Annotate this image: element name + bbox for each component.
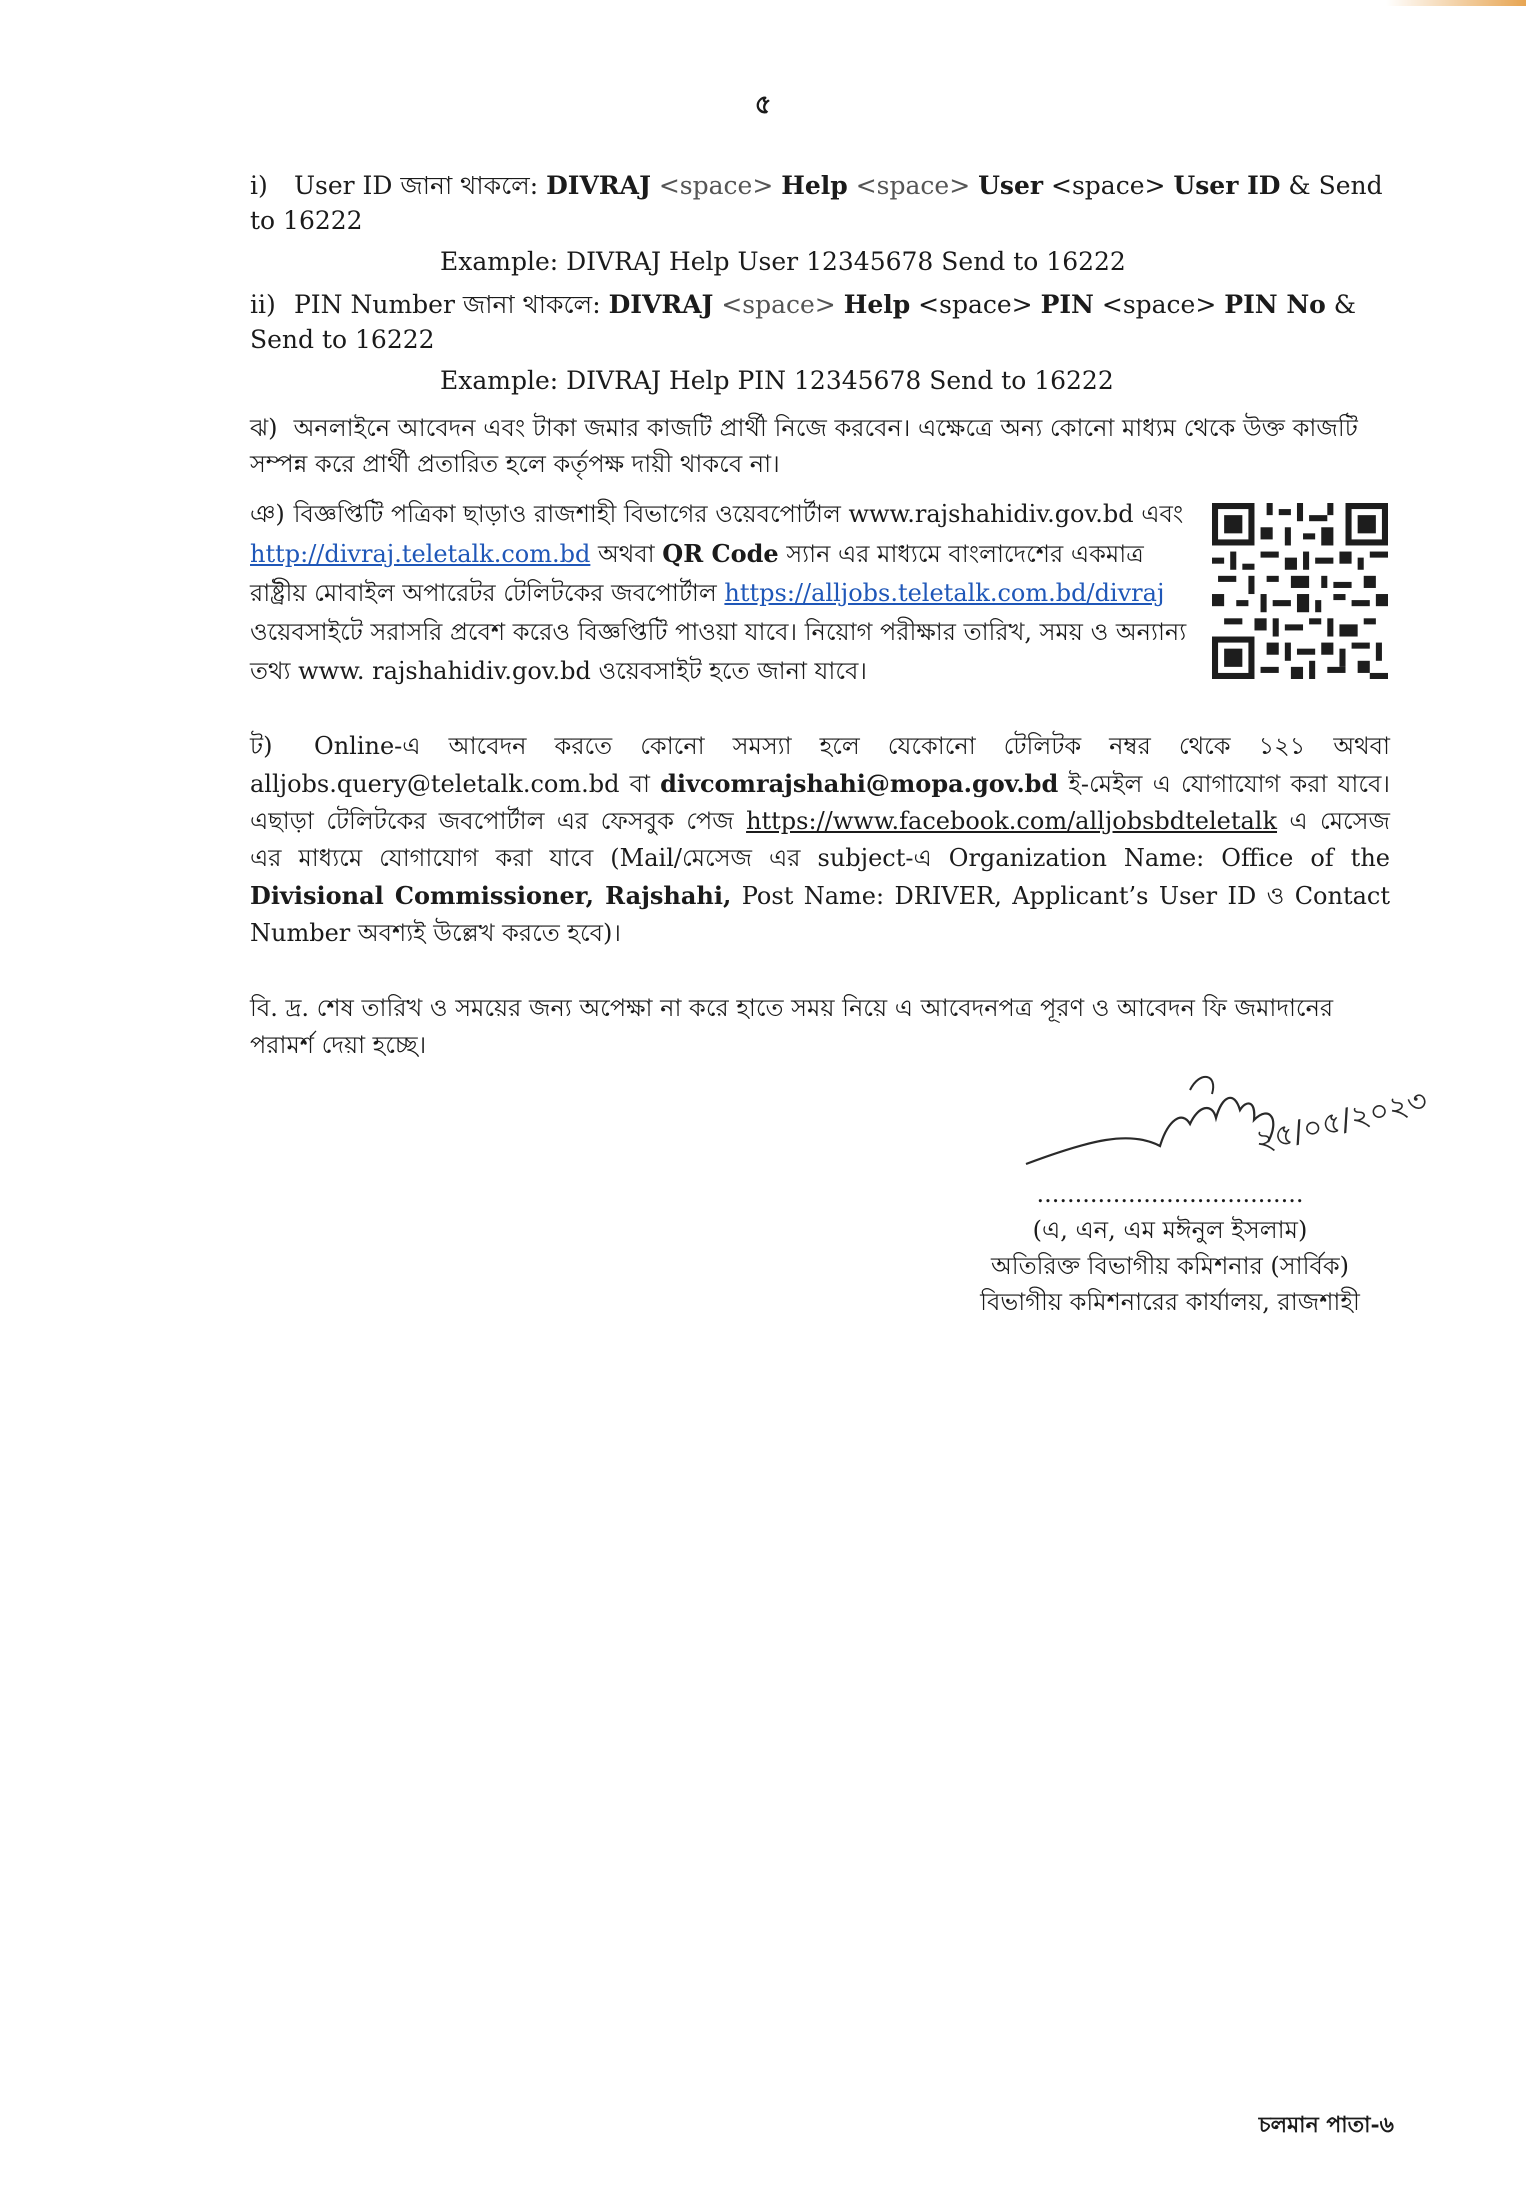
- signatory-title: অতিরিক্ত বিভাগীয় কমিশনার (সার্বিক): [991, 1252, 1349, 1280]
- sms-space: <space>: [658, 171, 774, 200]
- item-text: অথবা: [598, 540, 655, 568]
- page-number: ৫: [754, 90, 772, 120]
- sms-lead: User ID জানা থাকলে:: [293, 171, 539, 200]
- item-text: অনলাইনে আবেদন এবং টাকা জমার কাজটি প্রার্থী নিজে করবেন। এক্ষেত্রে অন্য কোনো মাধ্যম থেকে উক্ত কাজটি সম্পন্ন করে প্রার্থী প্রতারিত হলে কর্তৃপক্ষ দায়ী থাকবে না।: [250, 414, 1358, 478]
- sms-example-pin: Example: DIVRAJ Help PIN 12345678 Send to 16222: [440, 366, 1114, 395]
- sms-cmd: PIN: [1040, 290, 1094, 319]
- signature-block: [930, 1176, 1410, 1320]
- sms-cmd: Help: [781, 171, 848, 200]
- sms-tail: & Send to 16222: [250, 290, 1357, 354]
- sms-cmd: User ID: [1173, 171, 1281, 200]
- item-text: এ মেসেজ এর মাধ্যমে যোগাযোগ করা যাবে (Mail/মেসেজ এর subject-এ Organization Name: Office of the: [250, 807, 1390, 872]
- qr-code-icon[interactable]: [1212, 503, 1388, 679]
- item-marker: ঝ): [250, 414, 278, 442]
- item-ta: [250, 728, 1390, 952]
- item-nya: [250, 495, 1200, 691]
- continued-page-label: চলমান পাতা-৬: [1258, 2112, 1394, 2138]
- sms-lead: PIN Number জানা থাকলে:: [293, 290, 601, 319]
- sms-tail: & Send to 16222: [250, 171, 1383, 235]
- item-marker: ii): [250, 290, 276, 319]
- scan-edge-stain: [1386, 0, 1526, 6]
- sms-instruction-user-id: [250, 168, 1390, 238]
- item-text: ই-মেইল এ যোগাযোগ করা যাবে। এছাড়া টেলিটকের জবপোর্টাল এর ফেসবুক পেজ: [250, 770, 1390, 835]
- signature-date: ২৫/০৫/২০২৩: [1251, 1083, 1431, 1160]
- sms-space: <space>: [918, 290, 1033, 319]
- sms-space: <space>: [1051, 171, 1166, 200]
- item-text: বিজ্ঞপ্তিটি পত্রিকা ছাড়াও রাজশাহী বিভাগের ওয়েবপোর্টাল www.rajshahidiv.gov.bd এবং: [293, 500, 1184, 528]
- item-text: স্যান এর মাধ্যমে বাংলাদেশের একমাত্র রাষ্ট্রীয় মোবাইল অপারেটর টেলিটকের জবপোর্টাল: [250, 540, 1144, 607]
- item-jha: [250, 410, 1390, 482]
- signature-dots: ...................................: [1036, 1180, 1304, 1208]
- item-marker: ঞ): [250, 500, 285, 528]
- sms-space: <space>: [1101, 290, 1217, 319]
- signatory-name: (এ, এন, এম মঈনুল ইসলাম): [1032, 1216, 1308, 1244]
- sms-space: <space>: [721, 290, 836, 319]
- organization-name: Divisional Commissioner, Rajshahi,: [250, 881, 732, 910]
- item-text: ওয়েবসাইটে সরাসরি প্রবেশ করেও বিজ্ঞপ্তিটি পাওয়া যাবে। নিয়োগ পরীক্ষার তারিখ, সময় ও অন্যান্য তথ্য www. rajshahidiv.gov.bd ওয়েবসাইট হতে জানা যাবে।: [250, 618, 1187, 685]
- email-divcom[interactable]: divcomrajshahi@mopa.gov.bd: [660, 769, 1059, 798]
- note-paragraph: বি. দ্র. শেষ তারিখ ও সময়ের জন্য অপেক্ষা না করে হাতে সময় নিয়ে এ আবেদনপত্র পূরণ ও আবেদন ফি জমাদানের পরামর্শ দেয়া হচ্ছে।: [250, 994, 1334, 1059]
- sms-cmd: Help: [843, 290, 911, 319]
- item-text: বা: [629, 770, 650, 798]
- item-marker: i): [250, 171, 268, 200]
- item-text: Online-এ আবেদন করতে কোনো সমস্যা হলে যেকোনো টেলিটক নম্বর থেকে ১২১ অথবা: [314, 732, 1390, 760]
- sms-space: <space>: [855, 171, 971, 200]
- divraj-link[interactable]: http://divraj.teletalk.com.bd: [250, 540, 591, 568]
- item-text: Post Name: DRIVER, Applicant’s User ID ও Contact Number অবশ্যই উল্লেখ করতে হবে)।: [250, 882, 1391, 947]
- sms-instruction-pin: [250, 287, 1390, 357]
- sms-cmd: User: [978, 171, 1044, 200]
- qr-code-label: QR Code: [662, 539, 779, 568]
- sms-example-user-id: Example: DIVRAJ Help User 12345678 Send to 16222: [440, 247, 1126, 276]
- signatory-office: বিভাগীয় কমিশনারের কার্যালয়, রাজশাহী: [980, 1288, 1360, 1316]
- email-alljobs[interactable]: alljobs.query@teletalk.com.bd: [250, 770, 620, 798]
- sms-cmd: DIVRAJ: [546, 171, 651, 200]
- sms-cmd: DIVRAJ: [608, 290, 714, 319]
- sms-cmd: PIN No: [1224, 290, 1326, 319]
- alljobs-link[interactable]: https://alljobs.teletalk.com.bd/divraj: [724, 579, 1165, 607]
- facebook-link[interactable]: https://www.facebook.com/alljobsbdteletalk: [746, 807, 1278, 835]
- item-marker: ট): [250, 732, 273, 760]
